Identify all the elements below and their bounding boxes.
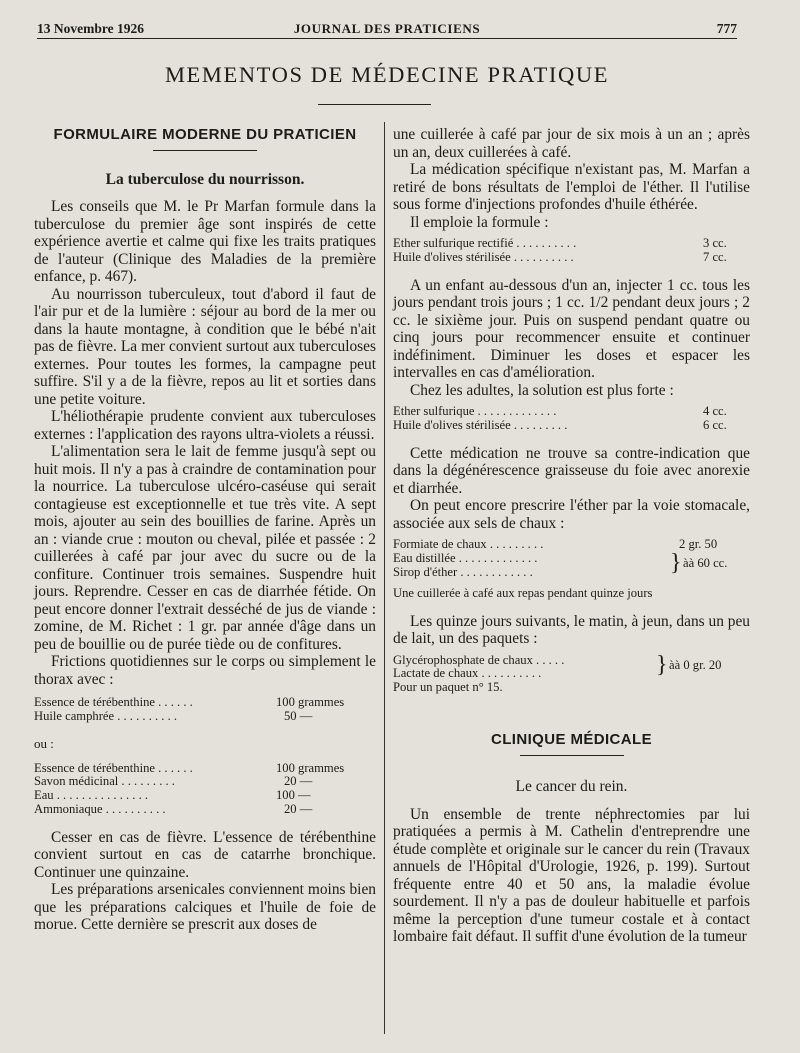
article-subtitle: La tuberculose du nourrisson. [105,171,305,188]
header-page-number: 777 [716,21,737,36]
recipe-row: Ammoniaque . . . . . . . . . . 20 — [34,801,313,816]
recipe-row: Essence de térébenthine . . . . . . 100 grammes [34,695,345,709]
recipe-block [393,237,750,265]
recipe-block [393,538,750,579]
paragraph: L'alimentation sera le lait de femme jusqu'à sept ou huit mois. Il n'y a pas à craindre de contamination pour la nourrice. La tuberculose ulcéro-caséuse qui serait contagieuse est exceptionnelle et tue très vite. A sept mois, ajouter au sein des bouillies de farine. Après un an : viande crue : mouton ou cheval, pilée et passée : 2 cuillerées à café par jour avec du sucre ou de la confiture. Continuer trois semaines. Suspendre huit jours. Reprendre. Cesser en cas de diarrhée fétide. On peut encore donner l'extrait desséché de jus de viande : zomine, de M. Richet : 1 gr. par année d'âge dans un peu de bouillie ou de purée tiède ou de confitures. [34,443,376,653]
recipe-row: Ether sulfurique . . . . . . . . . . . . . 4 cc. [393,404,727,419]
recipe-row: Formiate de chaux . . . . . . . . . 2 gr. 50 [393,537,718,552]
title-rule [318,104,431,105]
section-heading: CLINIQUE MÉDICALE [491,730,652,748]
header-date: 13 Novembre 1926 [37,21,144,36]
left-column [34,126,376,934]
recipe-row: Essence de térébenthine . . . . . . 100 grammes [34,760,345,775]
recipe-block [393,405,750,433]
column-divider [384,122,385,1034]
recipe-row: Eau . . . . . . . . . . . . . . . 100 — [34,788,311,803]
page-title: MEMENTOS DE MÉDECINE PRATIQUE [164,62,610,87]
recipe-row: Eau distillée . . . . . . . . . . . . . [393,550,538,565]
recipe-row: Pour un paquet n° 15. [393,680,503,695]
paragraph: Les conseils que M. le Pr Marfan formule dans la tuberculose du premier âge sont inspirés de cette expérience avertie et calme qui fixe les traits pratiques de l'auteur (Clinique des Maladies de la première enfance, p. 467). [34,198,376,285]
recipe-row: Huile d'olives stérilisée . . . . . . . . . . 7 cc. [393,249,727,264]
recipe-block [34,696,376,724]
paragraph: L'héliothérapie prudente convient aux tuberculoses externes : l'application des rayons ultra-violets a réussi. [34,408,376,443]
paragraph: Au nourrisson tuberculeux, tout d'abord il faut de l'air pur et de la lumière : séjour au bord de la mer ou dans la haute montagne, à condition que le bébé n'ait pas de fièvre. La mer convient surtout aux tuberculoses externes. Pour toutes les formes, la campagne peut suffire. S'il y a de la fièvre, repos au lit et sorties dans une petite voiture. [34,285,376,408]
paragraph: Chez les adultes, la solution est plus forte : [410,381,674,399]
recipe-row: Huile d'olives stérilisée . . . . . . . . . 6 cc. [393,417,727,432]
paragraph: Frictions quotidiennes sur le corps ou simplement le thorax avec : [34,653,376,688]
right-column [393,126,750,946]
recipe-row: Savon médicinal . . . . . . . . . 20 — [34,774,313,789]
recipe-instruction: Une cuillerée à café aux repas pendant quinze jours [393,585,653,600]
recipe-block [393,651,750,695]
section-heading: FORMULAIRE MODERNE DU PRATICIEN [53,126,357,143]
recipe-row: Huile camphrée . . . . . . . . . . 50 — [34,708,313,723]
recipe-alternative: ou : [34,735,54,751]
paragraph: Cette médication ne trouve sa contre-indication que dans la dégénérescence graisseuse du foie avec anorexie et diarrhée. [393,444,750,497]
recipe-block [34,762,376,817]
recipe-brace-quantity: àà 60 cc. [683,556,728,571]
paragraph: On peut encore prescrire l'éther par la voie stomacale, associée aux sels de chaux : [393,497,750,532]
recipe-row: Lactate de chaux . . . . . . . . . . [393,666,542,681]
paragraph: Cesser en cas de fièvre. L'essence de térébenthine convient surtout en cas de catarrhe bronchique. Continuer une quinzaine. [34,828,376,881]
recipe-row: Sirop d'éther . . . . . . . . . . . . [393,564,533,579]
brace-symbol: } [656,651,668,678]
recipe-row: Glycérophosphate de chaux . . . . . [393,652,565,667]
paragraph: La médication spécifique n'existant pas, M. Marfan a retiré de bons résultats de l'emploi de l'éther. Il l'utilise sous forme d'injections profondes d'huile éthérée. [393,161,750,213]
recipe-row: Ether sulfurique rectifié . . . . . . . . . . 3 cc. [393,236,727,250]
paragraph: Les préparations arsenicales conviennent moins bien que les préparations calciques et l'huile de foie de morue. Cette dernière se prescrit aux doses de [34,881,376,934]
paragraph: une cuillerée à café par jour de six mois à un an ; après un an, deux cuillerées à café. [393,126,750,161]
paragraph: Un ensemble de trente néphrectomies par lui pratiquées a permis à M. Cathelin d'entreprendre une étude complète et originale sur le cancer du rein (Travaux annuels de l'Hôpital d'Urologie, 1926, p. 199). Surtout fréquente entre 40 et 50 ans, la maladie évolue sourdement. Il n'y a pas de douleur habituelle et parfois même la perception d'une tumeur costale et à contact lombaire fait défaut. Il suffit d'une évolution de la tumeur [393,805,750,946]
paragraph: Les quinze jours suivants, le matin, à jeun, dans un peu de lait, un des paquets : [393,612,750,648]
article-subtitle: Le cancer du rein. [515,777,628,795]
brace-symbol: } [670,550,682,577]
header-journal: JOURNAL DES PRATICIENS [293,21,481,36]
paragraph: Il emploie la formule : [410,213,549,231]
header-rule [37,38,737,39]
paragraph: A un enfant au-dessous d'un an, injecter 1 cc. tous les jours pendant trois jours ; 1 cc. 1/2 pendant deux jours ; 2 cc. le sixième jour. Puis on suspend pendant quatre ou cinq jours pour recommencer ensuite et continuer indéfiniment. Diminuer les doses et espacer les intervalles en cas d'amélioration. [393,276,750,382]
running-header [37,18,737,38]
recipe-brace-quantity: àà 0 gr. 20 [669,657,722,672]
